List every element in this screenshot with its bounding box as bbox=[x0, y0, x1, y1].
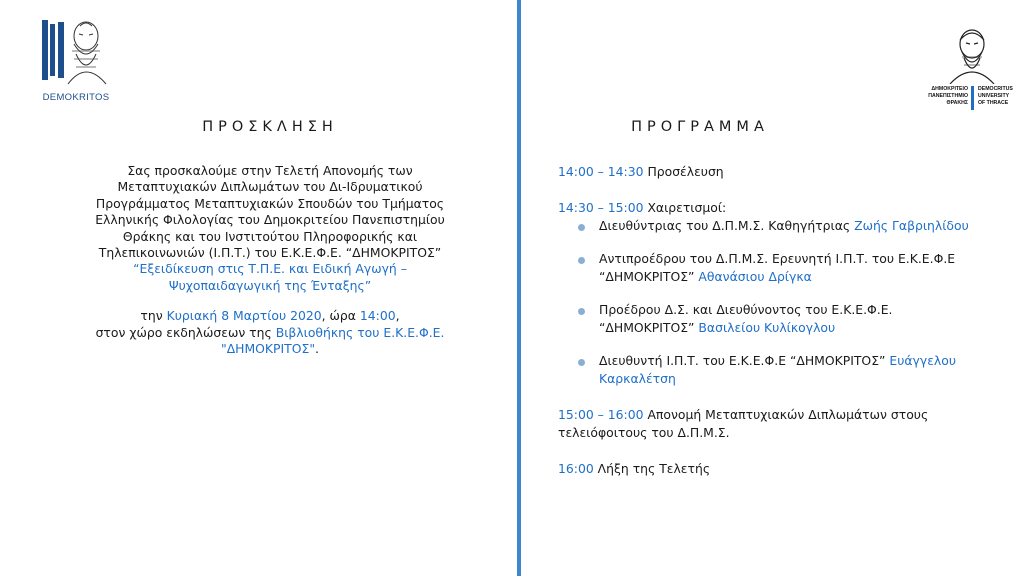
program-title: ΠΡΟΓΡΑΜΜΑ bbox=[631, 119, 769, 135]
list-item: Αντιπροέδρου του Δ.Π.Μ.Σ. Ερευνητή Ι.Π.Τ. του Ε.Κ.Ε.Φ.Ε “ΔΗΜΟΚΡΙΤΟΣ” Αθανάσιου Δρίγκα bbox=[558, 250, 998, 286]
invitation-line: Μεταπτυχιακών Διπλωμάτων του Δι-Ιδρυματικού bbox=[117, 179, 423, 195]
invitation-line: Τηλεπικοινωνιών (Ι.Π.Τ.) του Ε.Κ.Ε.Φ.Ε. “ΔΗΜΟΚΡΙΤΟΣ” bbox=[98, 245, 442, 261]
invitation-line: Προγράμματος Μεταπτυχιακών Σπουδών του Τμήματος bbox=[95, 195, 445, 211]
bullet-icon bbox=[578, 359, 585, 366]
schedule-text: τελειόφοιτους του Δ.Π.Μ.Σ. bbox=[558, 425, 730, 440]
university-name-en-3: OF THRACE bbox=[978, 100, 1009, 106]
schedule-item-arrival bbox=[558, 163, 998, 181]
program-schedule bbox=[558, 163, 998, 496]
university-name-gr-3: ΘΡΑΚΗΣ bbox=[946, 100, 968, 106]
bullet-icon bbox=[578, 308, 585, 315]
university-name-gr-2: ΠΑΝΕΠΙΣΤΗΜΙΟ bbox=[928, 93, 968, 99]
event-place: Βιβλιοθήκης του Ε.Κ.Ε.Φ.Ε. bbox=[275, 324, 445, 340]
democritus-bust-icon bbox=[942, 26, 1002, 84]
greetings-list bbox=[558, 217, 998, 388]
column-divider bbox=[517, 0, 521, 576]
event-place-line-2: "ΔΗΜΟΚΡΙΤΟΣ". bbox=[221, 341, 319, 357]
schedule-text: Λήξη της Τελετής bbox=[593, 461, 711, 476]
program-name-line: Ψυχοπαιδαγωγική της Ένταξης” bbox=[168, 277, 372, 293]
schedule-time: 16:00 bbox=[558, 461, 594, 476]
invitation-title: ΠΡΟΣΚΛΗΣΗ bbox=[202, 119, 338, 135]
demokritos-emblem-icon bbox=[34, 14, 112, 86]
university-name-en-1: DEMOCRITUS bbox=[978, 86, 1013, 92]
list-item: Διευθυντή Ι.Π.Τ. του Ε.Κ.Ε.Φ.Ε “ΔΗΜΟΚΡΙΤΟΣ” Ευάγγελου Καρκαλέτση bbox=[558, 352, 998, 388]
invitation-line: Ελληνικής Φιλολογίας του Δημοκριτείου Πανεπιστημίου bbox=[95, 212, 445, 228]
schedule-time: 15:00 – 16:00 bbox=[558, 407, 644, 422]
university-name-gr-1: ΔΗΜΟΚΡΙΤΕΙΟ bbox=[931, 86, 968, 92]
demokritos-logo-label: DEMOKRITOS bbox=[42, 92, 110, 103]
invitation-line: Σας προσκαλούμε στην Τελετή Απονομής των bbox=[127, 163, 413, 178]
logo-divider-bar bbox=[971, 86, 974, 110]
invitation-body bbox=[40, 163, 500, 357]
schedule-item-closing bbox=[558, 460, 998, 478]
bullet-icon bbox=[578, 224, 585, 231]
demokritos-logo bbox=[20, 14, 112, 106]
schedule-item-greetings bbox=[558, 199, 998, 388]
program-name-line: “Εξειδίκευση στις Τ.Π.Ε. και Ειδική Αγωγή – bbox=[133, 261, 407, 277]
democritus-university-logo bbox=[920, 26, 1020, 118]
event-place-line: στον χώρο εκδηλώσεων της Βιβλιοθήκης του Ε.Κ.Ε.Φ.Ε. bbox=[95, 324, 445, 340]
schedule-text: Χαιρετισμοί: bbox=[643, 200, 727, 215]
schedule-time: 14:30 – 15:00 bbox=[558, 200, 644, 215]
schedule-time: 14:00 – 14:30 bbox=[558, 164, 644, 179]
event-date-line: την Κυριακή 8 Μαρτίου 2020, ώρα 14:00, bbox=[140, 308, 400, 324]
invitation-line: Θράκης και του Ινστιτούτου Πληροφορικής και bbox=[122, 228, 418, 244]
university-name-en-2: UNIVERSITY bbox=[978, 93, 1010, 99]
schedule-text: Απονομή Μεταπτυχιακών Διπλωμάτων στους bbox=[643, 407, 929, 422]
list-item: Διευθύντριας του Δ.Π.Μ.Σ. Καθηγήτριας Ζωής Γαβριηλίδου bbox=[558, 217, 998, 235]
list-item: Προέδρου Δ.Σ. και Διευθύνοντος του Ε.Κ.Ε.Φ.Ε. “ΔΗΜΟΚΡΙΤΟΣ” Βασιλείου Κυλίκογλου bbox=[558, 301, 998, 337]
schedule-item-awards bbox=[558, 406, 998, 442]
bullet-icon bbox=[578, 257, 585, 264]
schedule-text: Προσέλευση bbox=[643, 164, 724, 179]
event-time: 14:00 bbox=[359, 308, 396, 324]
event-date: Κυριακή 8 Μαρτίου 2020 bbox=[166, 308, 322, 324]
